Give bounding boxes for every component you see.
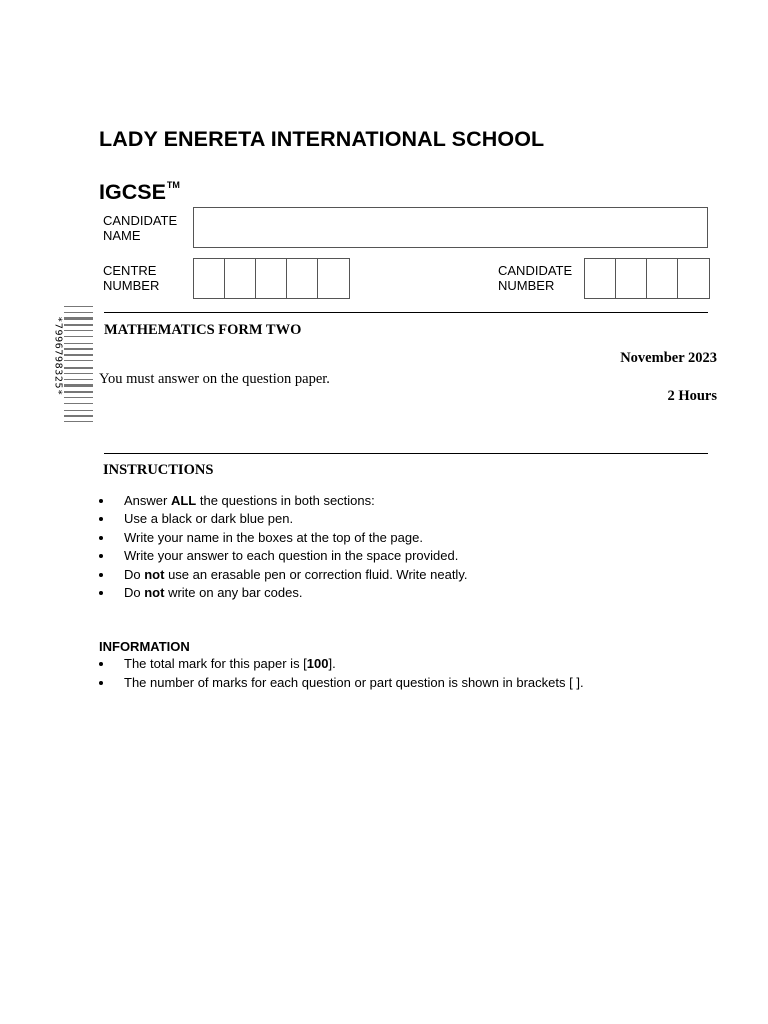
- divider: [104, 312, 708, 313]
- instructions-list: [99, 492, 467, 602]
- barcode-stripe: [64, 348, 93, 350]
- candidate-digit-box[interactable]: [647, 259, 678, 298]
- barcode-stripe: [64, 384, 93, 387]
- school-name: LADY ENERETA INTERNATIONAL SCHOOL: [99, 127, 545, 151]
- information-text: The number of marks for each question or part question is shown in brackets [ ].: [124, 675, 584, 691]
- instruction-text: Write your answer to each question in the space provided.: [124, 548, 459, 564]
- barcode-stripe: [64, 367, 93, 369]
- barcode-stripe: [64, 360, 93, 361]
- instruction-item: [99, 584, 467, 602]
- barcode-stripe: [64, 410, 93, 411]
- centre-digit-box[interactable]: [318, 259, 349, 298]
- information-text: The total mark for this paper is [: [124, 656, 307, 671]
- information-item: [99, 655, 584, 673]
- instruction-text: Do: [124, 584, 145, 600]
- instruction-text: Write your name in the boxes at the top of the page.: [124, 529, 423, 545]
- bullet-icon: [99, 681, 103, 685]
- bullet-icon: [99, 573, 103, 577]
- barcode-stripe: [64, 343, 93, 344]
- barcode-stripe: [64, 373, 93, 374]
- trademark-symbol: TM: [166, 179, 180, 190]
- barcode-stripe: [64, 403, 93, 404]
- centre-number-boxes[interactable]: [193, 258, 350, 299]
- instruction-text: the questions in both sections:: [196, 493, 375, 508]
- instruction-emphasis: not: [144, 584, 165, 600]
- barcode-stripe: [64, 324, 93, 326]
- exam-subject: MATHEMATICS FORM TWO: [104, 322, 302, 338]
- bullet-icon: [99, 499, 103, 503]
- barcode-stripe: [64, 415, 93, 417]
- barcode-stripe: [64, 397, 93, 398]
- barcode-stripe: [64, 330, 93, 331]
- barcode-stripe: [64, 336, 93, 337]
- qualification-text: IGCSE: [99, 180, 166, 204]
- bullet-icon: [99, 517, 103, 521]
- instruction-item: [99, 529, 467, 547]
- centre-digit-box[interactable]: [287, 259, 318, 298]
- barcode-number: [52, 306, 64, 406]
- candidate-digit-box[interactable]: [616, 259, 647, 298]
- barcode-stripe: [64, 421, 93, 422]
- information-item: [99, 674, 584, 692]
- information-emphasis: 100: [306, 656, 329, 671]
- exam-date: November 2023: [620, 350, 717, 366]
- information-text: ].: [328, 656, 336, 671]
- barcode-stripe: [64, 317, 93, 320]
- candidate-name-box[interactable]: [193, 207, 708, 248]
- instructions-title: INSTRUCTIONS: [103, 462, 214, 478]
- candidate-number-boxes[interactable]: [584, 258, 710, 299]
- candidate-digit-box[interactable]: [585, 259, 616, 298]
- barcode-stripe: [64, 312, 93, 313]
- instruction-item: [99, 547, 467, 565]
- candidate-name-label: CANDIDATE NAME: [103, 213, 178, 243]
- information-title: INFORMATION: [99, 639, 190, 654]
- candidate-number-label: CANDIDATE NUMBER: [498, 263, 573, 293]
- bullet-icon: [99, 554, 103, 558]
- instruction-text: Answer: [124, 493, 171, 508]
- information-list: [99, 655, 584, 693]
- bullet-icon: [99, 591, 103, 595]
- centre-digit-box[interactable]: [194, 259, 225, 298]
- exam-duration: 2 Hours: [667, 388, 717, 404]
- instruction-text: Use a black or dark blue pen.: [124, 511, 294, 527]
- barcode-stripe: [64, 379, 93, 380]
- answer-note: You must answer on the question paper.: [99, 371, 330, 387]
- qualification-title: [99, 180, 180, 205]
- instruction-emphasis: ALL: [170, 493, 197, 508]
- centre-number-label: CENTRE NUMBER: [103, 263, 160, 293]
- bullet-icon: [99, 662, 103, 666]
- barcode-number-text: *7996798325*: [52, 316, 64, 396]
- instruction-item: [99, 492, 467, 510]
- instruction-text: use an erasable pen or correction fluid. Write neatly.: [164, 566, 468, 582]
- divider: [104, 453, 708, 454]
- centre-digit-box[interactable]: [225, 259, 256, 298]
- barcode-stripe: [64, 354, 93, 356]
- barcode-graphic: [64, 306, 93, 442]
- instruction-item: [99, 510, 467, 528]
- instruction-text: Do: [124, 566, 145, 582]
- candidate-digit-box[interactable]: [678, 259, 709, 298]
- barcode-stripe: [64, 391, 93, 393]
- centre-digit-box[interactable]: [256, 259, 287, 298]
- instruction-emphasis: not: [144, 566, 165, 582]
- instruction-item: [99, 566, 467, 584]
- bullet-icon: [99, 536, 103, 540]
- instruction-text: write on any bar codes.: [164, 584, 303, 600]
- barcode-stripe: [64, 306, 93, 307]
- barcode: [64, 306, 93, 442]
